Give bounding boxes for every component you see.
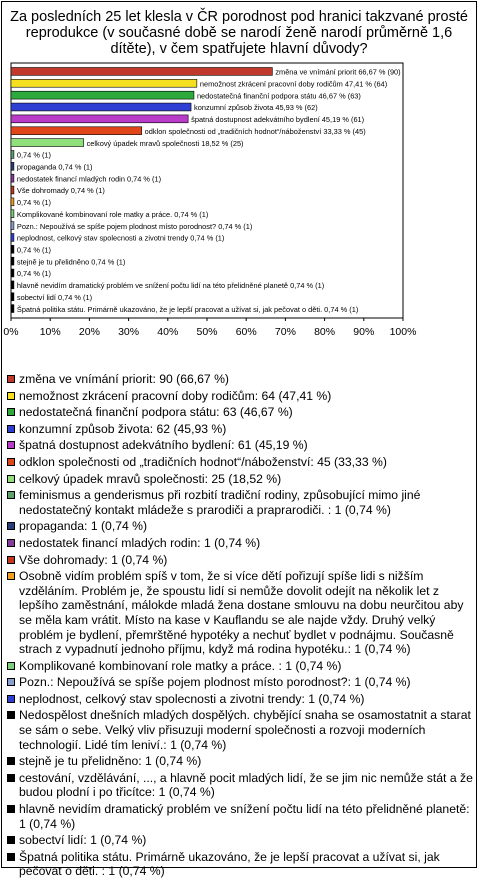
bar-label-11: 0,74 % (1) <box>16 198 52 208</box>
bar-17 <box>11 269 14 277</box>
bar-4 <box>11 115 188 123</box>
bar-15 <box>11 245 14 253</box>
bar-18 <box>11 281 14 289</box>
bar-label-8: propaganda 0,74 % (1) <box>16 162 93 172</box>
bar-label-12: Komplikované kombinovaní role matky a práce. 0,74 % (1) <box>16 209 209 219</box>
legend-item-5 <box>7 455 473 470</box>
legend-text-17: cestování, vzdělávání, ..., a hlavně pocit mladých lidí, že se jim nic nemůže stát a že budou plodní i po třicítce: 1 (0,74 %) <box>19 770 473 800</box>
legend-item-13 <box>7 675 473 690</box>
bar-3 <box>11 103 191 111</box>
bar-label-9: nedostatek financí mladých rodin 0,74 % (1) <box>16 174 162 184</box>
legend-text-5: odklon společnosti od „tradičních hodnot“/náboženství: 45 (33,33 %) <box>19 454 387 469</box>
legend-item-11 <box>7 569 473 657</box>
x-tick-label-0: 0% <box>3 326 19 338</box>
bar-label-16: stejně je tu přelidněno 0,74 % (1) <box>16 257 126 267</box>
legend-item-12 <box>7 659 473 674</box>
legend-item-17 <box>7 771 473 800</box>
bar-2 <box>11 91 194 99</box>
legend-swatch-18 <box>7 805 15 813</box>
legend-text-8: propaganda: 1 (0,74 %) <box>19 519 148 534</box>
legend-text-15: Nedospělost dnešních mladých dospělých. chybějící snaha se osamostatnit a starat se sám o sebe. Velký vliv přisuzuji moderní společnosti a rozvoji moderních technologií. Lidé tím leniví.: 1 (0,74 %) <box>19 708 471 752</box>
legend-item-14 <box>7 692 473 707</box>
legend-text-3: konzumní způsob života: 62 (45,93 %) <box>19 421 227 436</box>
legend-item-2 <box>7 405 473 420</box>
legend-swatch-5 <box>7 458 15 466</box>
x-tick-label-3: 30% <box>118 326 140 338</box>
legend-text-6: celkový úpadek mravů společnosti: 25 (18,52 %) <box>19 471 282 486</box>
x-tick-label-9: 90% <box>353 326 375 338</box>
legend-item-0 <box>7 372 473 387</box>
legend-item-1 <box>7 389 473 404</box>
legend-text-13: Pozn.: Nepoužívá se spíše pojem plodnost místo porodnost?: 1 (0,74 %) <box>19 675 411 690</box>
legend-swatch-12 <box>7 662 15 670</box>
bar-label-15: 0,74 % (1) <box>16 245 52 255</box>
legend-text-1: nemožnost zkrácení pracovní doby rodičům: 64 (47,41 %) <box>19 388 332 403</box>
legend-item-20 <box>7 850 473 879</box>
bar-14 <box>11 234 14 242</box>
legend-swatch-4 <box>7 441 15 449</box>
bar-label-0: změna ve vnímání priorit 66,67 % (90) <box>275 67 401 77</box>
legend-swatch-8 <box>7 522 15 530</box>
bar-label-13: Pozn.: Nepoužívá se spíše pojem plodnost místo porodnost? 0,74 % (1) <box>16 221 253 231</box>
legend-text-14: neplodnost, celkový stav spolecnosti a zivotni trendy: 1 (0,74 %) <box>19 691 365 706</box>
legend-swatch-6 <box>7 475 15 483</box>
bar-9 <box>11 174 14 182</box>
legend-text-10: Vše dohromady: 1 (0,74 %) <box>19 552 168 567</box>
x-tick-label-2: 20% <box>78 326 100 338</box>
legend-swatch-1 <box>7 392 15 400</box>
legend-text-0: změna ve vnímání priorit: 90 (66,67 %) <box>19 372 229 386</box>
legend-item-6 <box>7 472 473 487</box>
legend-text-12: Komplikované kombinovaní role matky a práce. : 1 (0,74 %) <box>19 658 342 673</box>
legend-swatch-0 <box>7 375 15 383</box>
legend-swatch-19 <box>7 836 15 844</box>
legend-item-9 <box>7 536 473 551</box>
legend-text-4: špatná dostupnost adekvátního bydlení: 61 (45,19 %) <box>19 438 308 453</box>
bar-label-18: hlavně nevidím dramatický problém ve snížení počtu lidí na této přelidněné planetě 0,74 % (1) <box>16 281 325 291</box>
bar-label-7: 0,74 % (1) <box>16 150 52 160</box>
legend-swatch-9 <box>7 539 15 547</box>
bar-label-3: konzumní způsob života 45,93 % (62) <box>194 103 318 113</box>
bar-1 <box>11 79 197 87</box>
bar-label-14: neplodnost, celkový stav spolecnosti a zivotni trendy 0,74 % (1) <box>16 233 225 243</box>
bar-11 <box>11 198 14 206</box>
legend-swatch-14 <box>7 695 15 703</box>
bar-0 <box>11 68 272 76</box>
legend-item-19 <box>7 833 473 848</box>
legend-text-19: sobectví lidí: 1 (0,74 %) <box>19 833 147 848</box>
legend-swatch-2 <box>7 408 15 416</box>
legend-item-18 <box>7 802 473 831</box>
legend-swatch-11 <box>7 572 15 580</box>
bar-6 <box>11 139 84 147</box>
bar-13 <box>11 222 14 230</box>
legend-text-20: Špatná politika státu. Primárně ukazováno, že je lepší pracovat a užívat si, jak pečovat o děti. : 1 (0,74 %) <box>19 849 440 879</box>
legend-item-3 <box>7 422 473 437</box>
bar-8 <box>11 162 14 170</box>
bar-label-5: odklon společnosti od „tradičních hodnot“/náboženství 33,33 % (45) <box>144 126 366 136</box>
legend-item-8 <box>7 519 473 534</box>
legend-item-7 <box>7 488 473 517</box>
legend-text-11: Osobně vidím problém spíš v tom, že si více dětí pořizují spíše lidi s nižším vzděláním. Problém je, že spoustu lidí si nemůže dovolit odejít na několik let z lepšího zaměstnání, málokde mladá žena dostane smlouvu na dobu neurčitou aby se měla kam vrátit. Místo na kase v Kauflandu se ale najde vždy. Druhý velký problém je bydlení, přemrštěné hypotéky a nechuť bydlet v podnájmu. Současně strach z vypadnutí jednoho příjmu, když má rodina hypotéku.: 1 (0,74 %) <box>19 569 464 657</box>
bar-5 <box>11 127 142 135</box>
bar-7 <box>11 151 14 159</box>
legend-swatch-3 <box>7 425 15 433</box>
x-tick-label-8: 80% <box>314 326 336 338</box>
legend-text-2: nedostatečná finanční podpora státu: 63 (46,67 %) <box>19 405 293 420</box>
legend-swatch-15 <box>7 711 15 719</box>
bar-label-6: celkový úpadek mravů společnosti 18,52 % (25) <box>86 138 244 148</box>
x-tick-label-1: 10% <box>39 326 61 338</box>
bar-12 <box>11 210 14 218</box>
bar-10 <box>11 186 14 194</box>
legend-item-16 <box>7 754 473 769</box>
x-tick-label-7: 70% <box>274 326 296 338</box>
bar-label-2: nedostatečná finanční podpora státu 46,67 % (63) <box>196 91 361 101</box>
legend-item-15 <box>7 708 473 752</box>
legend-swatch-17 <box>7 774 15 782</box>
legend-text-16: stejně je tu přelidněno: 1 (0,74 %) <box>19 754 202 769</box>
bar-label-19: sobectví lidí 0,74 % (1) <box>16 292 93 302</box>
bar-20 <box>11 305 14 313</box>
legend-swatch-10 <box>7 556 15 564</box>
bar-16 <box>11 257 14 265</box>
legend-text-18: hlavně nevidím dramatický problém ve snížení počtu lidí na této přelidněné planetě: 1 (0,74 %) <box>19 802 470 831</box>
x-tick-label-10: 100% <box>389 326 417 338</box>
legend-swatch-16 <box>7 757 15 765</box>
legend-item-10 <box>7 553 473 568</box>
bar-19 <box>11 293 14 301</box>
legend-text-9: nedostatek financí mladých rodin: 1 (0,74 %) <box>19 535 261 550</box>
legend-swatch-7 <box>7 491 15 499</box>
bar-chart-plot <box>0 0 480 372</box>
legend-swatch-20 <box>7 853 15 861</box>
legend-swatch-13 <box>7 678 15 686</box>
x-tick-label-4: 40% <box>157 326 179 338</box>
x-tick-label-6: 60% <box>235 326 257 338</box>
bar-label-20: Špatná politika státu. Primárně ukazováno, že je lepší pracovat a užívat si, jak pečovat o děti. 0,74 % (1) <box>16 304 359 314</box>
chart-title: Za posledních 25 let klesla v ČR porodnost pod hranici takzvané prosté reprodukce (v současné době se narodí ženě narodí průměrně 1,6 dítěte), v čem spatřujete hlavní důvody? <box>10 9 468 57</box>
x-tick-label-5: 50% <box>196 326 218 338</box>
bar-label-1: nemožnost zkrácení pracovní doby rodičům 47,41 % (64) <box>199 79 388 89</box>
legend-item-4 <box>7 438 473 453</box>
legend-text-7: feminismus a genderismus při rozbití tradiční rodiny, způsobující mimo jiné nedostatečný kontakt mládeže s prarodiči a praprarodiči. : 1 (0,74 %) <box>19 488 421 517</box>
bar-label-17: 0,74 % (1) <box>16 269 52 279</box>
bar-label-10: Vše dohromady 0,74 % (1) <box>16 186 105 196</box>
bar-label-4: špatná dostupnost adekvátního bydlení 45,19 % (61) <box>191 115 365 125</box>
chart-legend <box>7 372 473 881</box>
